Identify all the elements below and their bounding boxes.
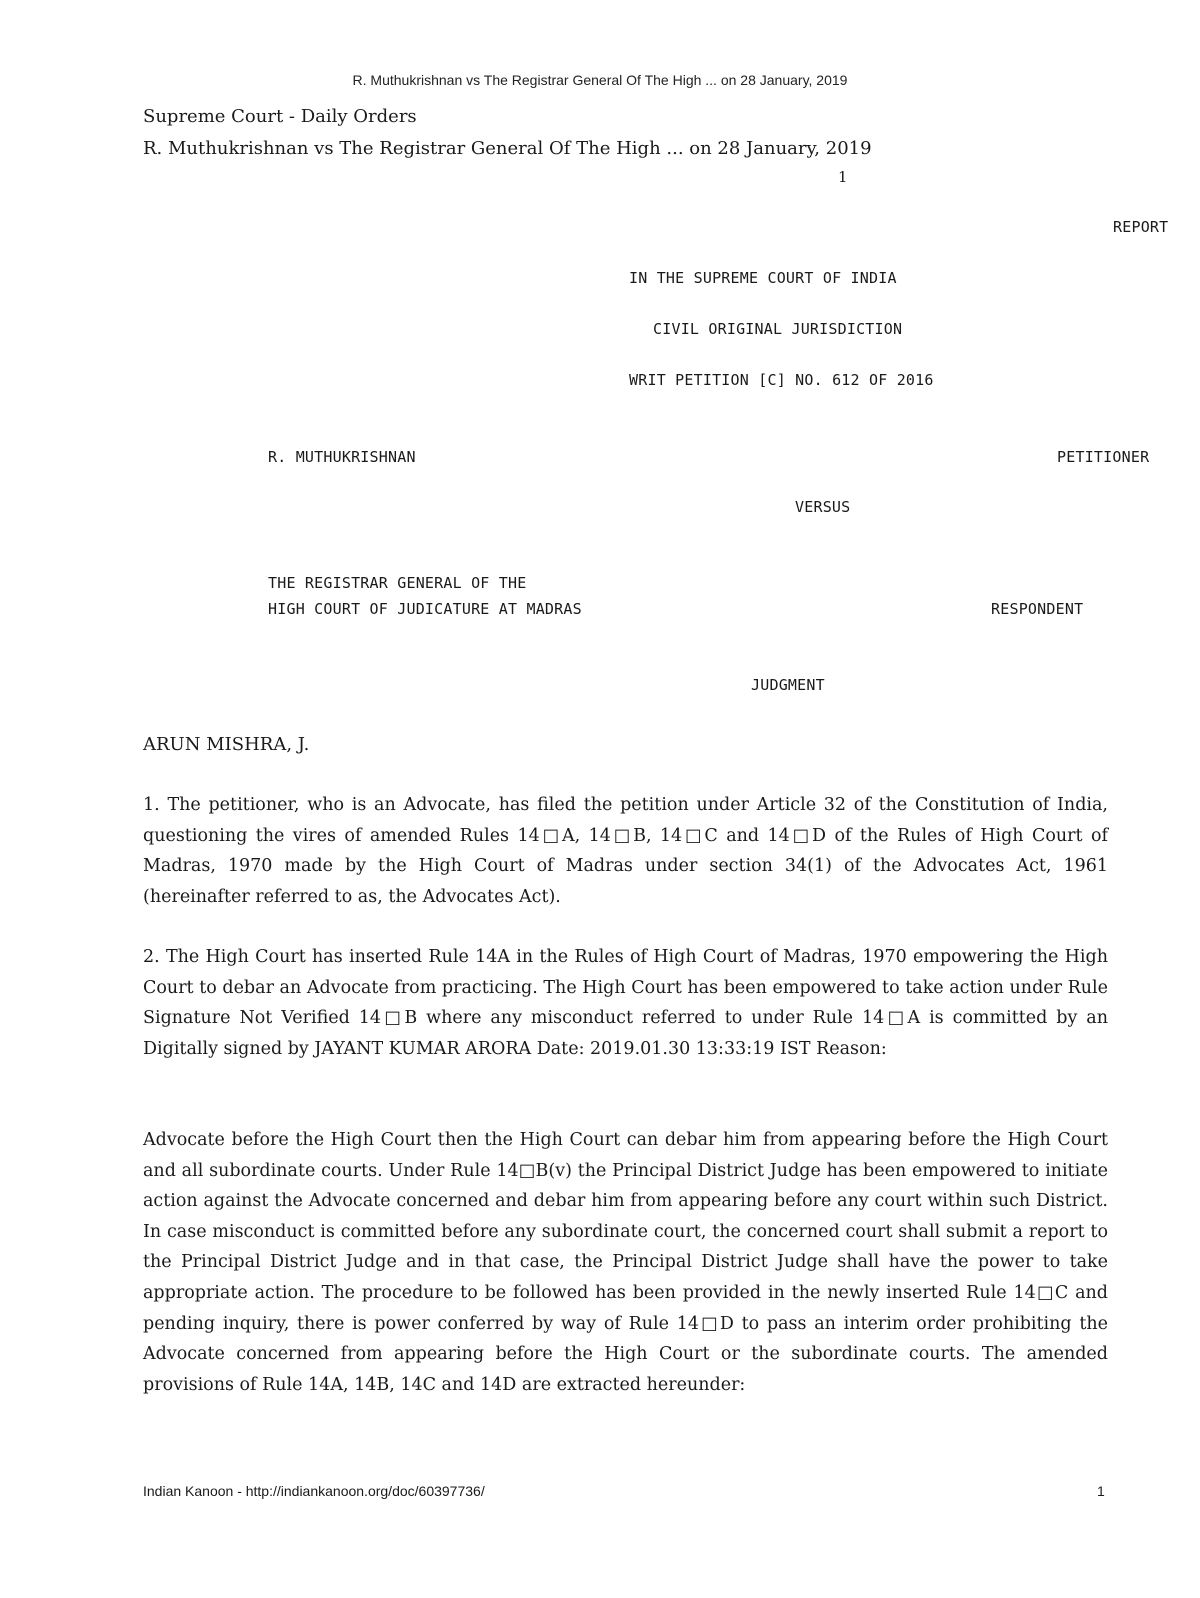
judgment-heading: JUDGMENT bbox=[751, 676, 825, 694]
footer-source: Indian Kanoon - http://indiankanoon.org/doc/60397736/ bbox=[143, 1483, 485, 1499]
running-header: R. Muthukrishnan vs The Registrar General Of The High ... on 28 January, 2019 bbox=[352, 72, 848, 88]
jurisdiction-heading: CIVIL ORIGINAL JURISDICTION bbox=[653, 320, 903, 338]
petitioner-name: R. MUTHUKRISHNAN bbox=[268, 448, 416, 466]
paragraph-3: Advocate before the High Court then the High Court can debar him from appearing before the High Court and all subordinate courts. Under Rule 14□B(v) the Principal District Judge has been empowered to initiate action against the Advocate concerned and debar him from appearing before any court within such District. In case misconduct is committed before any subordinate court, the concerned court shall submit a report to the Principal District Judge and in that case, the Principal District Judge shall have the power to take appropriate action. The procedure to be followed has been provided in the newly inserted Rule 14□C and pending inquiry, there is power conferred by way of Rule 14□D to pass an interim order prohibiting the Advocate concerned from appearing before the High Court or the subordinate courts. The amended provisions of Rule 14A, 14B, 14C and 14D are extracted hereunder: bbox=[143, 1130, 1108, 1395]
footer-page-number: 1 bbox=[1097, 1483, 1105, 1499]
versus-label: VERSUS bbox=[795, 498, 851, 516]
court-name-line: Supreme Court - Daily Orders bbox=[143, 106, 417, 127]
report-label: REPORT bbox=[1113, 218, 1169, 236]
respondent-line-1: THE REGISTRAR GENERAL OF THE bbox=[268, 574, 527, 592]
judge-name: ARUN MISHRA, J. bbox=[143, 734, 310, 755]
respondent-line-2: HIGH COURT OF JUDICATURE AT MADRAS bbox=[268, 600, 582, 618]
petition-number: WRIT PETITION [C] NO. 612 OF 2016 bbox=[629, 371, 934, 389]
petitioner-label: PETITIONER bbox=[1057, 448, 1150, 466]
paragraph-2: 2. The High Court has inserted Rule 14A in the Rules of High Court of Madras, 1970 empowering the High Court to debar an Advocate from practicing. The High Court has been empowered to take action under Rule Signature Not Verified 14□B where any misconduct referred to under Rule 14□A is committed by an Digitally signed by JAYANT KUMAR ARORA Date: 2019.01.30 13:33:19 IST Reason: bbox=[143, 947, 1108, 1059]
page-marker: 1 bbox=[838, 168, 848, 186]
court-heading: IN THE SUPREME COURT OF INDIA bbox=[629, 269, 897, 287]
paragraph-1: 1. The petitioner, who is an Advocate, has filed the petition under Article 32 of the Constitution of India, questioning the vires of amended Rules 14□A, 14□B, 14□C and 14□D of the Rules of High Court of Madras, 1970 made by the High Court of Madras under section 34(1) of the Advocates Act, 1961 (hereinafter referred to as, the Advocates Act). bbox=[143, 795, 1108, 907]
case-title: R. Muthukrishnan vs The Registrar General Of The High ... on 28 January, 2019 bbox=[143, 138, 872, 159]
respondent-label: RESPONDENT bbox=[991, 600, 1084, 618]
